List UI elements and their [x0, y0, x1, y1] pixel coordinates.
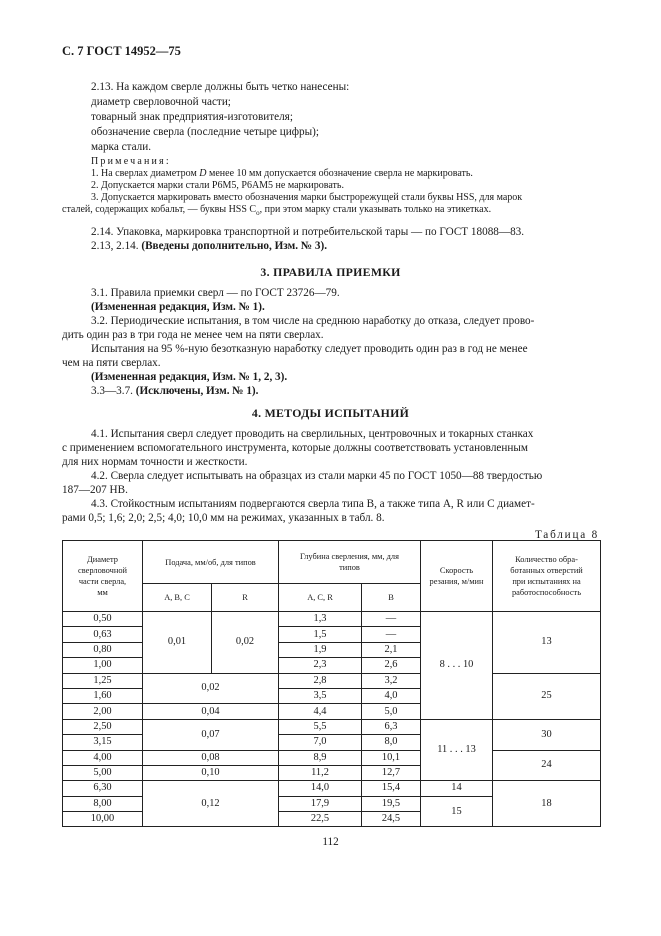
clause-4-3-line-2: рами 0,5; 1,6; 2,0; 2,5; 4,0; 10,0 мм на режимах, указанных в табл. 8.: [62, 512, 385, 524]
table-row: [63, 781, 601, 796]
th-feed-abc: А, В, С: [143, 584, 212, 612]
cell-depth-b: 6,3: [362, 719, 421, 734]
cell-feed-r: 0,02: [212, 612, 279, 674]
table-8: [62, 540, 601, 827]
clause-2-13-item: товарный знак предприятия-изготовителя;: [91, 111, 293, 123]
note-3-subscript: o: [256, 209, 260, 217]
note-1-symbol-d: D: [199, 168, 207, 179]
clause-2-13-item: диаметр сверловочной части;: [91, 96, 231, 108]
clause-4-1-line-2: с применением вспомогательного инструмента, которые должны соответствовать установленным: [62, 442, 528, 454]
notes-title: Примечания:: [91, 156, 171, 167]
cell-depth-acr: 7,0: [279, 735, 362, 750]
cell-depth-b: —: [362, 627, 421, 642]
clause-2-13-title: 2.13. На каждом сверле должны быть четко нанесены:: [91, 81, 350, 93]
clause-3-2-amendment: (Измененная редакция, Изм. № 1, 2, 3).: [91, 371, 288, 383]
cell-feed: 0,08: [143, 750, 279, 765]
th-depth-acr: А, С, R: [279, 584, 362, 612]
cell-depth-b: 2,1: [362, 642, 421, 657]
clause-4-2-line-2: 187—207 НВ.: [62, 484, 128, 496]
cell-depth-acr: 4,4: [279, 704, 362, 719]
clause-4-1-line-1: 4.1. Испытания сверл следует проводить на сверлильных, центровочных и токарных станках: [91, 428, 534, 440]
cell-diameter: 1,00: [63, 658, 143, 673]
cell-count: 18: [493, 781, 601, 827]
note-3-line-1: 3. Допускается маркировать вместо обозначения марки быстрорежущей стали буквы HSS, для марок: [91, 192, 523, 203]
cell-feed: 0,04: [143, 704, 279, 719]
note-3-part: , при этом марку стали указывать только на этикетках.: [259, 204, 492, 215]
cell-depth-b: 24,5: [362, 812, 421, 827]
cell-feed: 0,10: [143, 765, 279, 780]
cell-depth-b: 12,7: [362, 765, 421, 780]
clause-2-13-2-14-amendment: [91, 240, 327, 253]
th-depth-b: В: [362, 584, 421, 612]
cell-depth-acr: 2,3: [279, 658, 362, 673]
th-diameter: Диаметр сверловочной части сверла, мм: [63, 541, 143, 612]
cell-count: 24: [493, 750, 601, 781]
cell-depth-b: 3,2: [362, 673, 421, 688]
cell-diameter: 3,15: [63, 735, 143, 750]
section-4-title: 4. МЕТОДЫ ИСПЫТАНИЙ: [251, 406, 410, 420]
table-row: [63, 719, 601, 734]
cell-depth-acr: 1,5: [279, 627, 362, 642]
cell-depth-acr: 14,0: [279, 781, 362, 796]
clause-ref: 3.3—3.7.: [91, 385, 136, 397]
note-1: [91, 168, 473, 180]
cell-diameter: 0,50: [63, 612, 143, 627]
cell-speed: 8 . . . 10: [421, 612, 493, 720]
note-3-line-2: [62, 204, 491, 219]
cell-diameter: 8,00: [63, 796, 143, 811]
cell-feed: 0,07: [143, 719, 279, 750]
clause-3-2b-line-2: чем на пяти сверлах.: [62, 357, 161, 369]
clause-3-2-line-1: 3.2. Периодические испытания, в том числе на среднюю наработку до отказа, следует прово-: [91, 315, 535, 327]
cell-count: 30: [493, 719, 601, 750]
clause-4-1-line-3: для них нормам точности и жесткости.: [62, 456, 248, 468]
clause-2-13-item: марка стали.: [91, 141, 152, 153]
amend-text: (Введены дополнительно, Изм. № 3).: [141, 240, 328, 252]
th-count: Количество обра- ботанных отверстий при испытаниях на работоспособность: [493, 541, 601, 612]
cell-depth-b: —: [362, 612, 421, 627]
cell-depth-acr: 17,9: [279, 796, 362, 811]
cell-count: 13: [493, 612, 601, 674]
cell-feed: 0,12: [143, 781, 279, 827]
cell-count: 25: [493, 673, 601, 719]
th-depth: Глубина сверления, мм, для типов: [279, 541, 421, 584]
cell-depth-acr: 11,2: [279, 765, 362, 780]
clause-2-14: 2.14. Упаковка, маркировка транспортной и потребительской тары — по ГОСТ 18088—83.: [91, 226, 525, 238]
cell-diameter: 5,00: [63, 765, 143, 780]
cell-depth-b: 19,5: [362, 796, 421, 811]
clause-text: (Исключены, Изм. № 1).: [135, 385, 259, 397]
amend-ref: 2.13, 2.14.: [91, 240, 142, 252]
cell-diameter: 4,00: [63, 750, 143, 765]
cell-depth-acr: 2,8: [279, 673, 362, 688]
note-2: 2. Допускается марки стали Р6М5, Р6АМ5 не маркировать.: [91, 180, 344, 191]
cell-depth-b: 4,0: [362, 688, 421, 703]
clause-3-1-amendment: (Измененная редакция, Изм. № 1).: [91, 301, 265, 313]
clause-2-13-item: обозначение сверла (последние четыре цифры);: [91, 126, 319, 138]
cell-speed: 14: [421, 781, 493, 796]
section-3-title: 3. ПРАВИЛА ПРИЕМКИ: [260, 265, 401, 279]
cell-diameter: 0,80: [63, 642, 143, 657]
cell-feed: 0,02: [143, 673, 279, 704]
th-speed: Скорость резания, м/мин: [421, 541, 493, 612]
cell-diameter: 10,00: [63, 812, 143, 827]
table-row: [63, 750, 601, 765]
clause-4-2-line-1: 4.2. Сверла следует испытывать на образцах из стали марки 45 по ГОСТ 1050—88 твердостью: [91, 470, 543, 482]
th-feed-r: R: [212, 584, 279, 612]
note-1-part: менее 10 мм допускается обозначение сверла не маркировать.: [206, 168, 473, 179]
cell-depth-acr: 5,5: [279, 719, 362, 734]
cell-depth-acr: 3,5: [279, 688, 362, 703]
clause-3-2b-line-1: Испытания на 95 %-ную безотказную наработку следует проводить один раз в год не менее: [91, 343, 528, 355]
cell-depth-b: 2,6: [362, 658, 421, 673]
table-caption: Таблица 8: [534, 529, 599, 541]
table-row: [63, 612, 601, 627]
cell-depth-acr: 8,9: [279, 750, 362, 765]
clause-3-2-line-2: дить один раз в три года не менее чем на пяти сверлах.: [62, 329, 324, 341]
clause-3-1: 3.1. Правила приемки сверл — по ГОСТ 23726—79.: [91, 287, 340, 299]
cell-depth-acr: 1,9: [279, 642, 362, 657]
cell-diameter: 2,50: [63, 719, 143, 734]
note-3-part: сталей, содержащих кобальт, — буквы HSS C: [62, 204, 257, 215]
cell-depth-acr: 22,5: [279, 812, 362, 827]
cell-diameter: 6,30: [63, 781, 143, 796]
cell-depth-b: 15,4: [362, 781, 421, 796]
cell-depth-acr: 1,3: [279, 612, 362, 627]
clause-3-3-3-7: [91, 385, 258, 398]
cell-diameter: 0,63: [63, 627, 143, 642]
note-1-part: 1. На сверлах диаметром: [91, 168, 200, 179]
page-number: 112: [322, 836, 339, 848]
cell-diameter: 2,00: [63, 704, 143, 719]
cell-depth-b: 8,0: [362, 735, 421, 750]
clause-4-3-line-1: 4.3. Стойкостным испытаниям подвергаются сверла типа В, а также типа А, R или С диамет-: [91, 498, 535, 510]
cell-depth-b: 5,0: [362, 704, 421, 719]
table-row: [63, 673, 601, 688]
th-feed: Подача, мм/об, для типов: [143, 541, 279, 584]
cell-speed: 11 . . . 13: [421, 719, 493, 781]
cell-diameter: 1,25: [63, 673, 143, 688]
page-header: С. 7 ГОСТ 14952—75: [62, 44, 181, 58]
cell-diameter: 1,60: [63, 688, 143, 703]
cell-speed: 15: [421, 796, 493, 827]
cell-feed-abc: 0,01: [143, 612, 212, 674]
cell-depth-b: 10,1: [362, 750, 421, 765]
